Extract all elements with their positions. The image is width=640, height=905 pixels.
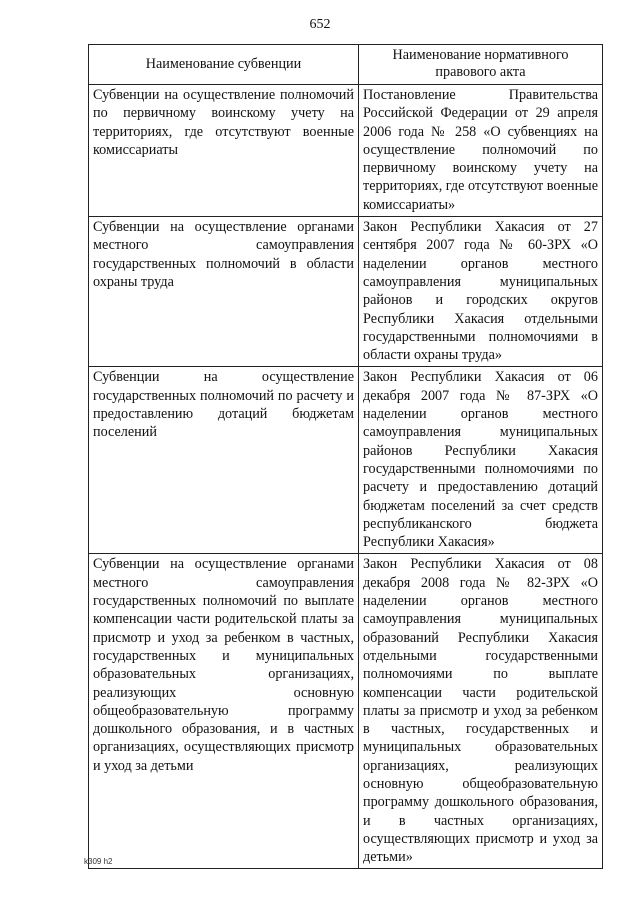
subvention-cell: Субвенции на осуществление органами местного самоуправления государственных полномочий в области охраны труда (89, 217, 359, 367)
footer-document-code: k309 h2 (84, 857, 113, 866)
table-row (89, 367, 603, 554)
legal-act-cell: Закон Республики Хакасия от 06 декабря 2007 года № 87-ЗРХ «О наделении органов местного самоуправления муниципальных районов Республики Хакасия государственными полномочиями по расчету и предоставлению дотаций бюджетам поселений за счет средств республиканского бюджета Республики Хакасия» (359, 367, 603, 554)
table-row (89, 217, 603, 367)
header-legal-act-name: Наименование нормативного правового акта (359, 45, 603, 85)
page-number: 652 (309, 17, 331, 32)
table-row (89, 554, 603, 869)
subvention-cell: Субвенции на осуществление органами местного самоуправления государственных полномочий по выплате компенсации части родительской платы за присмотр и уход за ребенком в частных, государственных и муниципальных образовательных организациях, реализующих основную общеобразовательную программу дошкольного образования, и в частных организациях, осуществляющих присмотр и уход за детьми (89, 554, 359, 869)
legal-act-cell: Постановление Правительства Российской Федерации от 29 апреля 2006 года № 258 «О субвенциях на осуществление полномочий по первичному воинскому учету на территориях, где отсутствуют военные комиссариаты» (359, 85, 603, 217)
subvention-cell: Субвенции на осуществление государственных полномочий по расчету и предоставлению дотаций бюджетам поселений (89, 367, 359, 554)
subvention-cell: Субвенции на осуществление полномочий по первичному воинскому учету на территориях, где отсутствуют военные комиссариаты (89, 85, 359, 217)
header-subvention-name: Наименование субвенции (89, 45, 359, 85)
table-row (89, 85, 603, 217)
subvention-table (88, 44, 603, 869)
legal-act-cell: Закон Республики Хакасия от 08 декабря 2008 года № 82-ЗРХ «О наделении органов местного самоуправления муниципальных образований Республики Хакасия отдельными государственными полномочиями по выплате компенсации части родительской платы за присмотр и уход за ребенком в частных, государственных и муниципальных образовательных организациях, реализующих основную общеобразовательную программу дошкольного образования, и в частных организациях, осуществляющих присмотр и уход за детьми» (359, 554, 603, 869)
table-header-row (89, 45, 603, 85)
legal-act-cell: Закон Республики Хакасия от 27 сентября 2007 года № 60-ЗРХ «О наделении органов местного самоуправления муниципальных районов и городских округов Республики Хакасия отдельными государственными полномочиями в области охраны труда» (359, 217, 603, 367)
